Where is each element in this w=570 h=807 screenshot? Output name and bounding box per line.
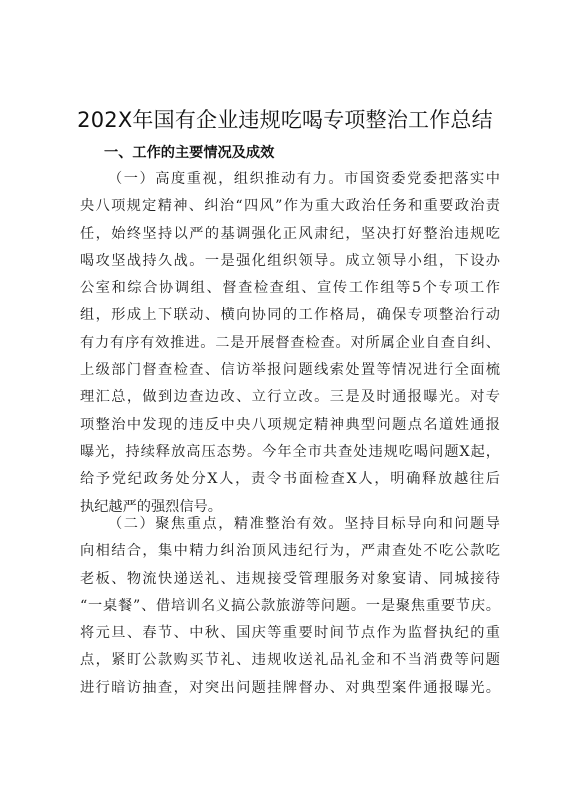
paragraph-line: 公室和综合协调组、督查检查组、宣传工作组等5个专项工作 (80, 280, 500, 297)
paragraph-line: 上级部门督查检查、信访举报问题线索处置等情况进行全面梳 (80, 362, 500, 379)
section-heading: 一、工作的主要情况及成效 (104, 145, 275, 161)
paragraph-line: 组，形成上下联动、横向协同的工作格局，确保专项整治行动 (80, 307, 500, 324)
paragraph-line: “一桌餐”、借培训名义搞公款旅游等问题。一是聚焦重要节庆。 (80, 597, 500, 614)
paragraph-1 (80, 166, 500, 521)
paragraph-line: 喝攻坚战持久战。一是强化组织领导。成立领导小组，下设办 (80, 252, 500, 269)
paragraph-line: 老板、物流快递送礼、违规接受管理服务对象宴请、同城接待 (80, 570, 500, 587)
paragraph-line: 进行暗访抽查，对突出问题挂牌督办、对典型案件通报曝光。 (80, 679, 500, 696)
document-title: 202X年国有企业违规吃喝专项整治工作总结 (77, 108, 493, 132)
paragraph-line: 点，紧盯公款购买节礼、违规收送礼品礼金和不当消费等问题 (80, 652, 500, 669)
paragraph-line: 给予党纪政务处分X人，责令书面检查X人，明确释放越往后 (80, 471, 500, 488)
paragraph-line: 有力有序有效推进。二是开展督查检查。对所属企业自查自纠、 (80, 334, 500, 351)
paragraph-line: 执纪越严的强烈信号。 (80, 498, 222, 515)
paragraph-line: 向相结合，集中精力纠治顶风违纪行为，严肃查处不吃公款吃 (80, 543, 500, 560)
paragraph-line: 项整治中发现的违反中央八项规定精神典型问题点名道姓通报 (80, 416, 500, 433)
paragraph-line: （二）聚焦重点，精准整治有效。坚持目标导向和问题导 (108, 516, 500, 532)
paragraph-line: 任，始终坚持以严的基调强化正风肃纪，坚决打好整治违规吃 (80, 225, 500, 242)
paragraph-line: 理汇总，做到边查边改、立行立改。三是及时通报曝光。对专 (80, 389, 500, 406)
paragraph-line: （一）高度重视，组织推动有力。市国资委党委把落实中 (108, 171, 500, 187)
paragraph-line: 曝光，持续释放高压态势。今年全市共查处违规吃喝问题X起， (80, 443, 500, 460)
paragraph-line: 将元旦、春节、中秋、国庆等重要时间节点作为监督执纪的重 (80, 625, 500, 642)
paragraph-2 (80, 511, 500, 702)
paragraph-line: 央八项规定精神、纠治“四风”作为重大政治任务和重要政治责 (80, 198, 500, 215)
